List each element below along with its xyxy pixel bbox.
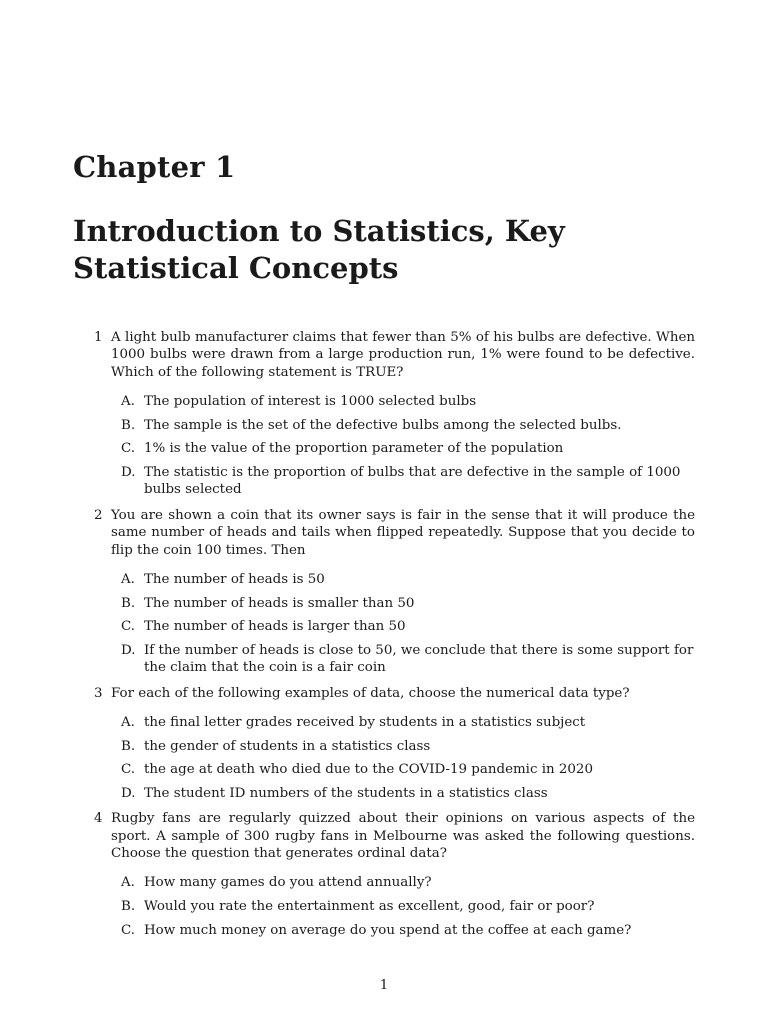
option-a <box>111 393 695 410</box>
option-letter: A. <box>121 572 135 588</box>
question-1 <box>73 329 695 499</box>
option-letter: A. <box>121 715 135 731</box>
option-text: The number of heads is smaller than 50 <box>144 595 415 611</box>
question-list <box>73 329 695 947</box>
option-c <box>111 922 695 939</box>
option-a <box>111 571 695 588</box>
option-list <box>111 714 695 802</box>
question-number: 1 <box>94 330 103 345</box>
option-text: How many games do you attend annually? <box>144 875 432 891</box>
option-b <box>111 898 695 915</box>
option-text: Would you rate the entertainment as excellent, good, fair or poor? <box>144 899 595 915</box>
option-list <box>111 874 695 939</box>
option-text: the age at death who died due to the COVID-19 pandemic in 2020 <box>144 762 593 778</box>
option-b <box>111 738 695 755</box>
option-letter: D. <box>121 465 136 480</box>
option-text: The number of heads is larger than 50 <box>144 619 406 635</box>
question-text: You are shown a coin that its owner says is fair in the sense that it will produce the same number of heads and tails when flipped repeatedly. Suppose that you decide to flip the coin 100 times. Then <box>111 507 695 558</box>
option-letter: C. <box>121 922 136 938</box>
option-a <box>111 874 695 891</box>
option-c <box>111 761 695 778</box>
option-letter: A. <box>121 394 135 410</box>
option-a <box>111 714 695 731</box>
option-text: the gender of students in a statistics class <box>144 738 431 754</box>
question-number: 2 <box>94 507 103 523</box>
option-letter: D. <box>121 642 136 658</box>
option-text: The population of interest is 1000 selected bulbs <box>144 394 477 410</box>
question-number: 4 <box>94 811 103 827</box>
option-text: 1% is the value of the proportion parameter of the population <box>144 441 564 457</box>
chapter-title: Introduction to Statistics, Key Statistical Concepts <box>73 214 565 285</box>
option-letter: C. <box>121 441 136 457</box>
question-text: For each of the following examples of data, choose the numerical data type? <box>111 685 630 701</box>
option-letter: B. <box>121 417 136 433</box>
option-text: The sample is the set of the defective bulbs among the selected bulbs. <box>144 417 622 433</box>
option-letter: C. <box>121 762 136 778</box>
question-text: Rugby fans are regularly quizzed about their opinions on various aspects of the sport. A sample of 300 rugby fans in Melbourne was asked the following questions. Choose the question that generates ordinal data? <box>111 811 695 862</box>
option-c <box>111 618 695 635</box>
question-4 <box>73 810 695 939</box>
option-letter: A. <box>121 875 135 891</box>
option-letter: B. <box>121 738 136 754</box>
option-letter: B. <box>121 595 136 611</box>
question-3 <box>73 685 695 803</box>
question-text: A light bulb manufacturer claims that fewer than 5% of his bulbs are defective. When 1000 bulbs were drawn from a large production run, 1% were found to be defective. Which of the following statement is TRUE? <box>111 330 695 380</box>
option-c <box>111 440 695 457</box>
option-text: How much money on average do you spend at the coffee at each game? <box>144 922 632 938</box>
option-text: If the number of heads is close to 50, we conclude that there is some support for the claim that the coin is a fair coin <box>144 642 694 676</box>
option-text: The statistic is the proportion of bulbs that are defective in the sample of 1000 bulbs selected <box>144 465 681 498</box>
option-list <box>111 571 695 677</box>
option-d <box>111 785 695 802</box>
option-letter: B. <box>121 899 136 915</box>
option-b <box>111 595 695 612</box>
option-text: The student ID numbers of the students in a statistics class <box>144 785 548 801</box>
option-letter: D. <box>121 785 136 801</box>
option-text: the final letter grades received by students in a statistics subject <box>144 715 586 731</box>
option-text: The number of heads is 50 <box>144 572 325 588</box>
question-number: 3 <box>94 685 103 701</box>
option-list <box>111 393 695 499</box>
option-b <box>111 417 695 434</box>
option-letter: C. <box>121 619 136 635</box>
question-2 <box>73 507 695 677</box>
chapter-label: Chapter 1 <box>73 150 236 184</box>
option-d <box>111 464 695 499</box>
option-d <box>111 642 695 677</box>
page-number: 1 <box>379 978 389 993</box>
